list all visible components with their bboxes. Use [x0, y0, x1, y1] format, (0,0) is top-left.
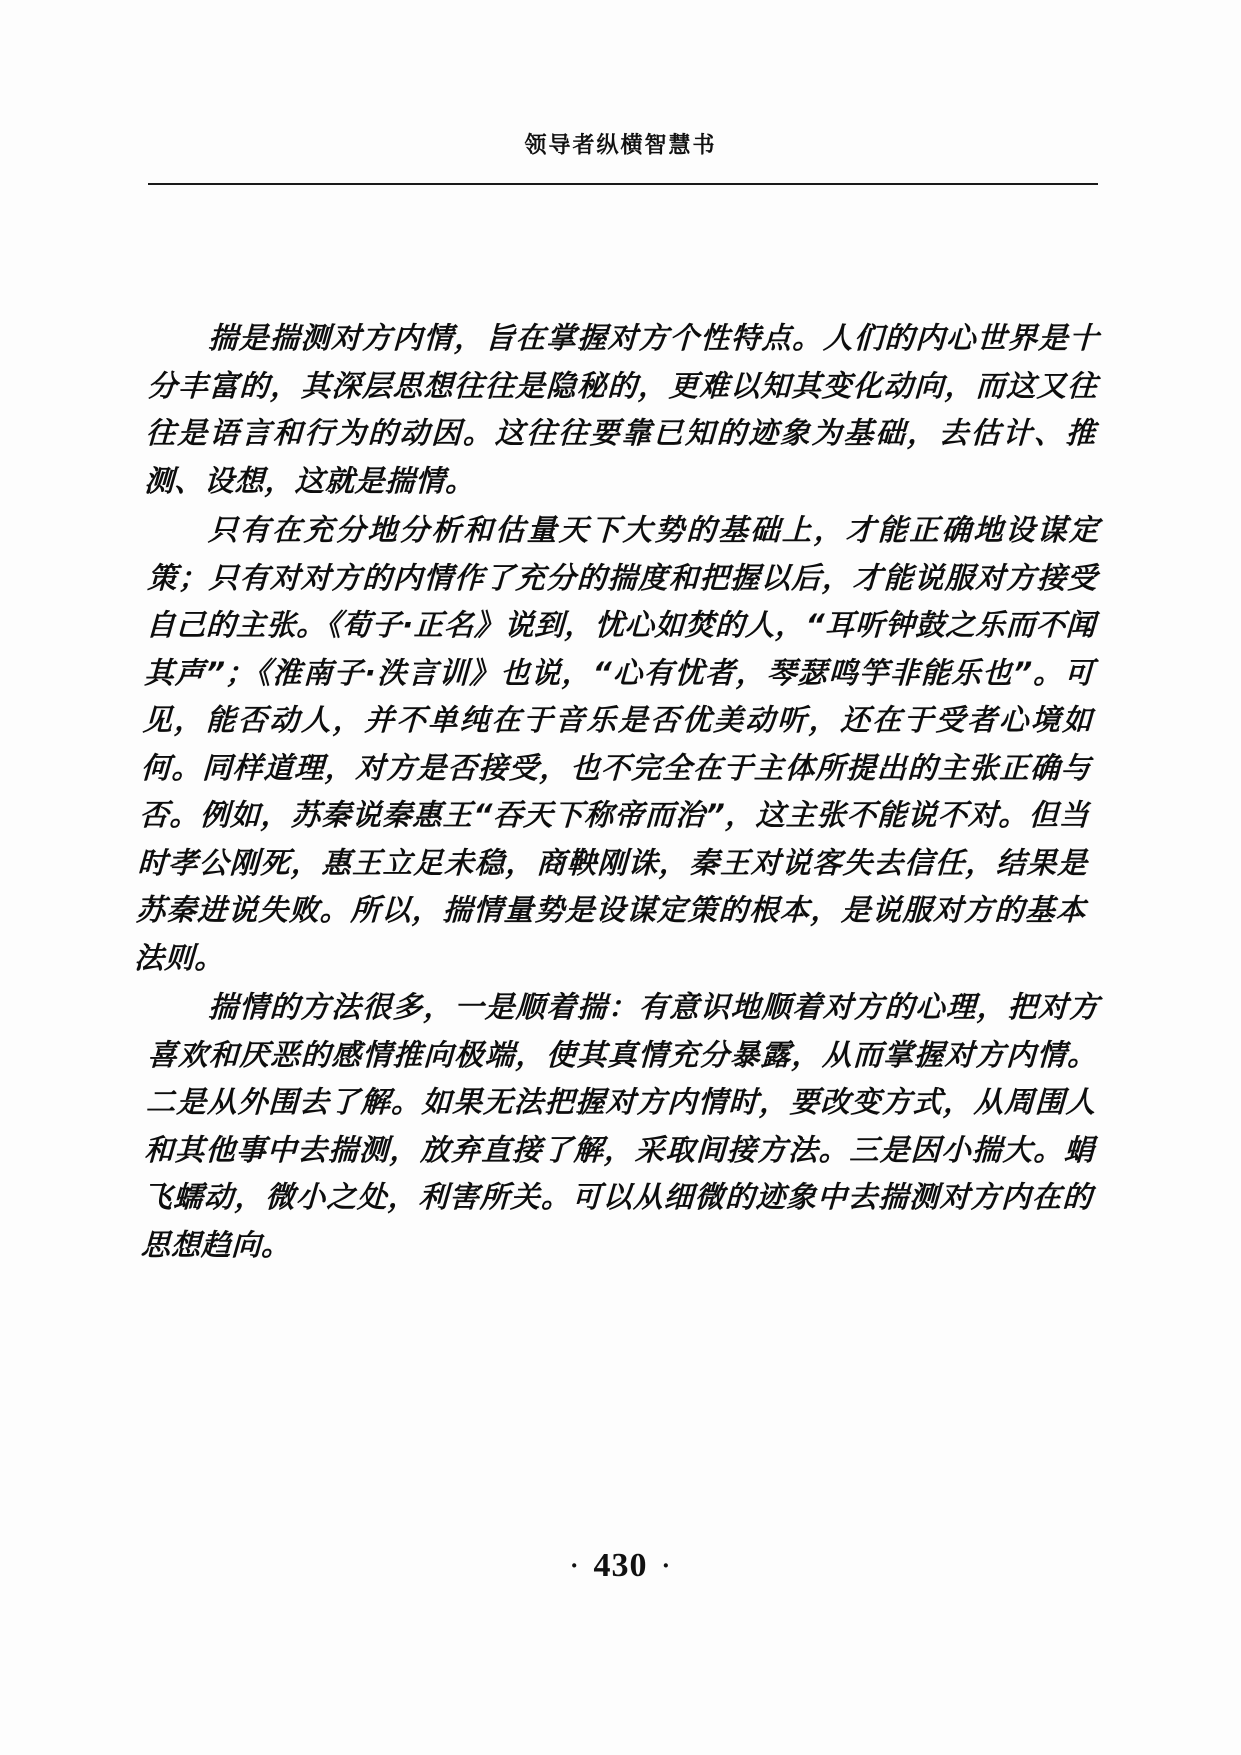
page-number: 430 — [593, 1547, 648, 1585]
running-head-title: 领导者纵横智慧书 — [524, 132, 717, 159]
folio — [556, 1545, 685, 1585]
header-divider-rule — [148, 183, 1098, 185]
folio-left-dot: · — [569, 1551, 580, 1581]
body-paragraph: 揣是揣测对方内情，旨在掌握对方个性特点。人们的内心世界是十分丰富的，其深层思想往往是隐秘的，更难以知其变化动向，而这又往往是语言和行为的动因。这往往要靠已知的迹象为基础，去估计、推测、设想，这就是揣情。 — [143, 321, 1100, 498]
body-paragraph: 揣情的方法很多，一是顺着揣：有意识地顺着对方的心理，把对方喜欢和厌恶的感情推向极端，使其真情充分暴露，从而掌握对方内情。二是从外围去了解。如果无法把握对方内情时，要改变方式，从周围人和其他事中去揣测，放弃直接了解，采取间接方法。三是因小揣大。蜎飞蠕动，微小之处，利害所关。可以从细微的迹象中去揣测对方内在的思想趋向。 — [140, 990, 1100, 1262]
body-paragraph: 只有在充分地分析和估量天下大势的基础上，才能正确地设谋定策；只有对对方的内情作了充分的揣度和把握以后，才能说服对方接受自己的主张。《荀子·正名》说到，忧心如焚的人，“耳听钟鼓之乐而不闻其声”；《淮南子·泆言训》也说，“心有忧者，琴瑟鸣竽非能乐也”。可见，能否动人，并不单纯在于音乐是否优美动听，还在于受者心境如何。同样道理，对方是否接受，也不完全在于主体所提出的主张正确与否。例如，苏秦说秦惠王“吞天下称帝而治”，这主张不能说不对。但当时孝公刚死，惠王立足未稳，商鞅刚诛，秦王对说客失去信任，结果是苏秦进说失败。所以，揣情量势是设谋定策的根本，是说服对方的基本法则。 — [133, 513, 1100, 975]
page-footer — [0, 1545, 1241, 1585]
page-body — [133, 315, 1100, 1269]
page-header — [0, 128, 1241, 159]
folio-right-dot: · — [661, 1551, 672, 1581]
